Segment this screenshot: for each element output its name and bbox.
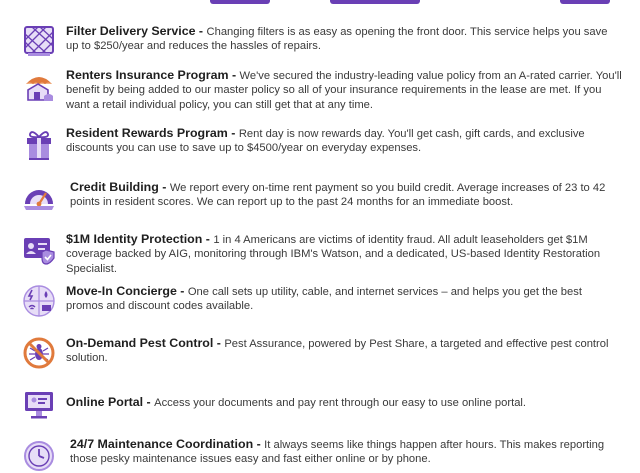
umbrella-house-icon [22, 70, 56, 104]
service-description: We report every on-time rent payment so you build credit. Average increases of 23 to 42 points in resident scores. We can report up to the past 24 months for an immediate boost. [70, 182, 606, 209]
service-text [70, 180, 622, 210]
service-description: One call sets up utility, cable, and internet services – and helps you get the best promos and discount codes available. [66, 286, 582, 313]
service-description: Access your documents and pay rent through our easy to use online portal. [154, 397, 527, 409]
service-text [66, 24, 622, 54]
service-title: Filter Delivery Service - [66, 24, 207, 38]
service-description: Rent day is now rewards day. You'll get cash, gift cards, and exclusive discounts you can use to save up to $4500/year on everyday expenses. [66, 128, 585, 155]
service-title: Online Portal - [66, 395, 155, 409]
service-text [70, 437, 622, 467]
service-description: Changing filters is as easy as opening the front door. This service helps you save up to $250/year and reduces the hassles of repairs. [66, 26, 608, 53]
service-description: Pest Assurance, powered by Pest Share, a targeted and effective pest control solution. [66, 338, 609, 365]
service-title: Credit Building - [70, 180, 170, 194]
credit-gauge-icon [22, 180, 56, 214]
service-text [66, 336, 622, 366]
utilities-circle-icon [22, 284, 56, 318]
service-title: On-Demand Pest Control - [66, 336, 225, 350]
clock-24-icon [22, 439, 56, 473]
service-description: It always seems like things happen after hours. This makes reporting those pesky maintenance issues easy and fast either online or by phone. [70, 439, 605, 466]
portal-monitor-icon [22, 388, 56, 422]
service-description: 1 in 4 Americans are victims of identity fraud. All adult leaseholders get $1M coverage backed by AIG, monitoring through IBM's Watson, and a dedicated, US-based Identity Restoration Specialist. [66, 234, 601, 275]
id-card-icon [22, 232, 56, 266]
service-text [66, 395, 622, 410]
service-title: Move-In Concierge - [66, 284, 188, 298]
service-text [66, 126, 622, 156]
service-title: Resident Rewards Program - [66, 126, 239, 140]
header-strip [0, 0, 640, 6]
service-title: $1M Identity Protection - [66, 232, 214, 246]
service-description: We've secured the industry-leading value policy from an A-rated carrier. You'll benefit by being added to our master policy so all of your insurance requirements in the lease are met. If you want a retail individual policy, you can still get that at any time. [66, 70, 622, 111]
gift-icon [22, 128, 56, 162]
service-text [66, 232, 622, 276]
service-text [66, 68, 622, 112]
filter-grid-icon [22, 24, 56, 58]
service-title: 24/7 Maintenance Coordination - [70, 437, 265, 451]
service-text [66, 284, 622, 314]
no-pest-icon [22, 336, 56, 370]
service-title: Renters Insurance Program - [66, 68, 240, 82]
